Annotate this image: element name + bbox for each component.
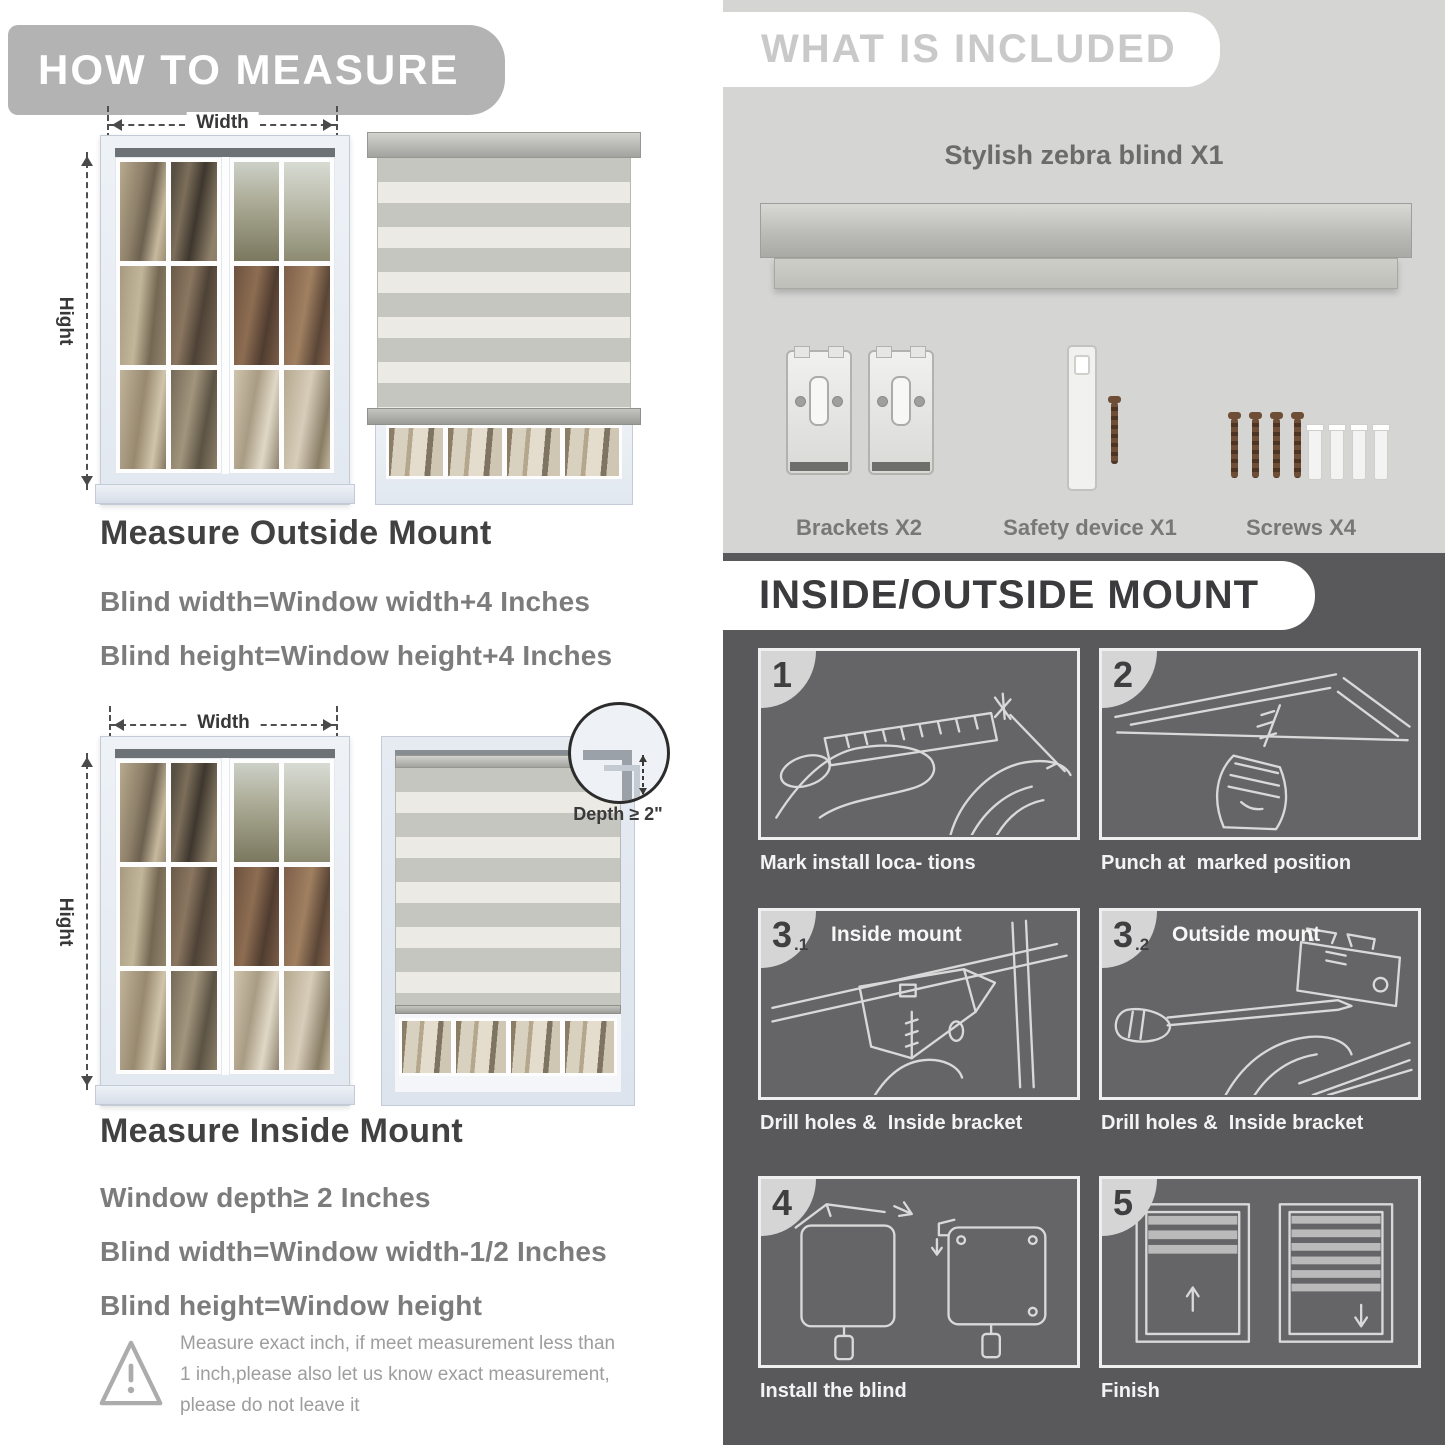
inside-outside-mount-section (723, 553, 1445, 1445)
window-sash-left (115, 758, 222, 1075)
wall-anchor-image (1352, 428, 1366, 480)
screw-image (1252, 418, 1259, 478)
outside-mount-title: Measure Outside Mount (100, 514, 492, 552)
outside-formula-height: Blind height=Window height+4 Inches (100, 640, 613, 671)
window-frame-lower (375, 412, 633, 505)
step-4-caption: Install the blind (760, 1380, 907, 1402)
screw-image (1231, 418, 1238, 478)
safety-device-image (1067, 345, 1097, 491)
step-3-2-caption: Drill holes & Inside bracket (1101, 1112, 1364, 1134)
brackets-label: Brackets X2 (796, 515, 922, 540)
product-label: Stylish zebra blind X1 (944, 140, 1224, 170)
measurement-note: Measure exact inch, if meet measurement less than 1 inch,please also let us know exact measurement, please do not leave it (180, 1333, 616, 1416)
step-number-badge: 2 (1102, 651, 1157, 708)
lower-window-glass (399, 1018, 617, 1076)
step-2-caption: Punch at marked position (1101, 852, 1352, 874)
headrail-image (760, 203, 1412, 258)
window-glass (115, 148, 335, 474)
blind-bottom-rail (367, 408, 641, 425)
how-to-measure-section (0, 0, 700, 1445)
step-4-install-illustration (765, 1183, 1075, 1363)
bracket-image-1 (786, 350, 852, 475)
step-5-finish-illustration (1106, 1183, 1416, 1363)
width-label: Width (187, 712, 260, 734)
step-3-1-title: Inside mount (831, 923, 962, 946)
headrail-lip (774, 258, 1398, 289)
step-4-panel (758, 1176, 1080, 1368)
blind-cassette (367, 132, 641, 158)
zebra-fabric (377, 158, 631, 408)
inside-width-dimension (110, 712, 337, 733)
step-3-2-title: Outside mount (1172, 923, 1321, 946)
warning-triangle-icon (98, 1334, 164, 1412)
step-number-badge: 4 (761, 1179, 816, 1236)
hight-label: Hight (54, 287, 76, 356)
zebra-blind-outside-mount (367, 132, 641, 505)
outside-formula-width: Blind width=Window width+4 Inches (100, 586, 591, 617)
what-is-included-banner: WHAT IS INCLUDED (723, 12, 1220, 87)
step-5-caption: Finish (1101, 1380, 1160, 1402)
step-3-1-caption: Drill holes & Inside bracket (760, 1112, 1023, 1134)
inside-mount-title: Measure Inside Mount (100, 1112, 464, 1150)
wall-anchor-image (1374, 428, 1388, 480)
inside-height-dimension (55, 753, 88, 1090)
step-3-1-panel (758, 908, 1080, 1100)
depth-detail-magnifier (568, 702, 670, 804)
inside-formula-depth: Window depth≥ 2 Inches (100, 1182, 431, 1213)
wall-anchor-image (1330, 428, 1344, 480)
step-number-badge: 1 (761, 651, 816, 708)
window-sill (95, 484, 355, 504)
window-sash-left (115, 157, 222, 474)
what-is-included-section (723, 0, 1445, 553)
step-number-badge: 3 .1 (761, 911, 816, 968)
corner-depth-illustration (571, 705, 667, 801)
step-1-mark-illustration (765, 655, 1075, 835)
bracket-image-2 (868, 350, 934, 475)
step-3-2-panel (1099, 908, 1421, 1100)
window-top-shadow (115, 749, 335, 758)
screw-image (1294, 418, 1301, 478)
outside-height-dimension (55, 152, 88, 490)
width-label: Width (186, 112, 259, 134)
how-to-measure-banner: HOW TO MEASURE (8, 25, 505, 115)
window-sash-right (229, 157, 336, 474)
inside-formula-height: Blind height=Window height (100, 1290, 483, 1321)
screws-label: Screws X4 (1245, 515, 1357, 540)
screw-image (1273, 418, 1280, 478)
window-sill (95, 1085, 355, 1105)
step-number-badge: 5 (1102, 1179, 1157, 1236)
step-number-badge: 3 .2 (1102, 911, 1157, 968)
safety-device-label: Safety device X1 (1003, 515, 1177, 540)
window-photo-outside (100, 135, 350, 505)
step-2-panel (1099, 648, 1421, 840)
depth-label: Depth ≥ 2" (573, 804, 663, 824)
step-2-drill-illustration (1106, 655, 1416, 835)
window-photo-inside (100, 736, 350, 1106)
window-top-shadow (115, 148, 335, 157)
step-1-panel (758, 648, 1080, 840)
step-5-panel (1099, 1176, 1421, 1368)
outside-width-dimension (108, 112, 337, 133)
inside-outside-mount-banner: INSIDE/OUTSIDE MOUNT (723, 561, 1315, 630)
hight-label: Hight (54, 887, 76, 956)
lower-window-glass (386, 425, 622, 479)
wall-anchor-image (1308, 428, 1322, 480)
window-sash-right (229, 758, 336, 1075)
step-1-caption: Mark install loca- tions (760, 852, 976, 874)
screw-image (1111, 402, 1118, 464)
blind-bottom-rail (395, 1005, 621, 1014)
inside-formula-width: Blind width=Window width-1/2 Inches (100, 1236, 607, 1267)
